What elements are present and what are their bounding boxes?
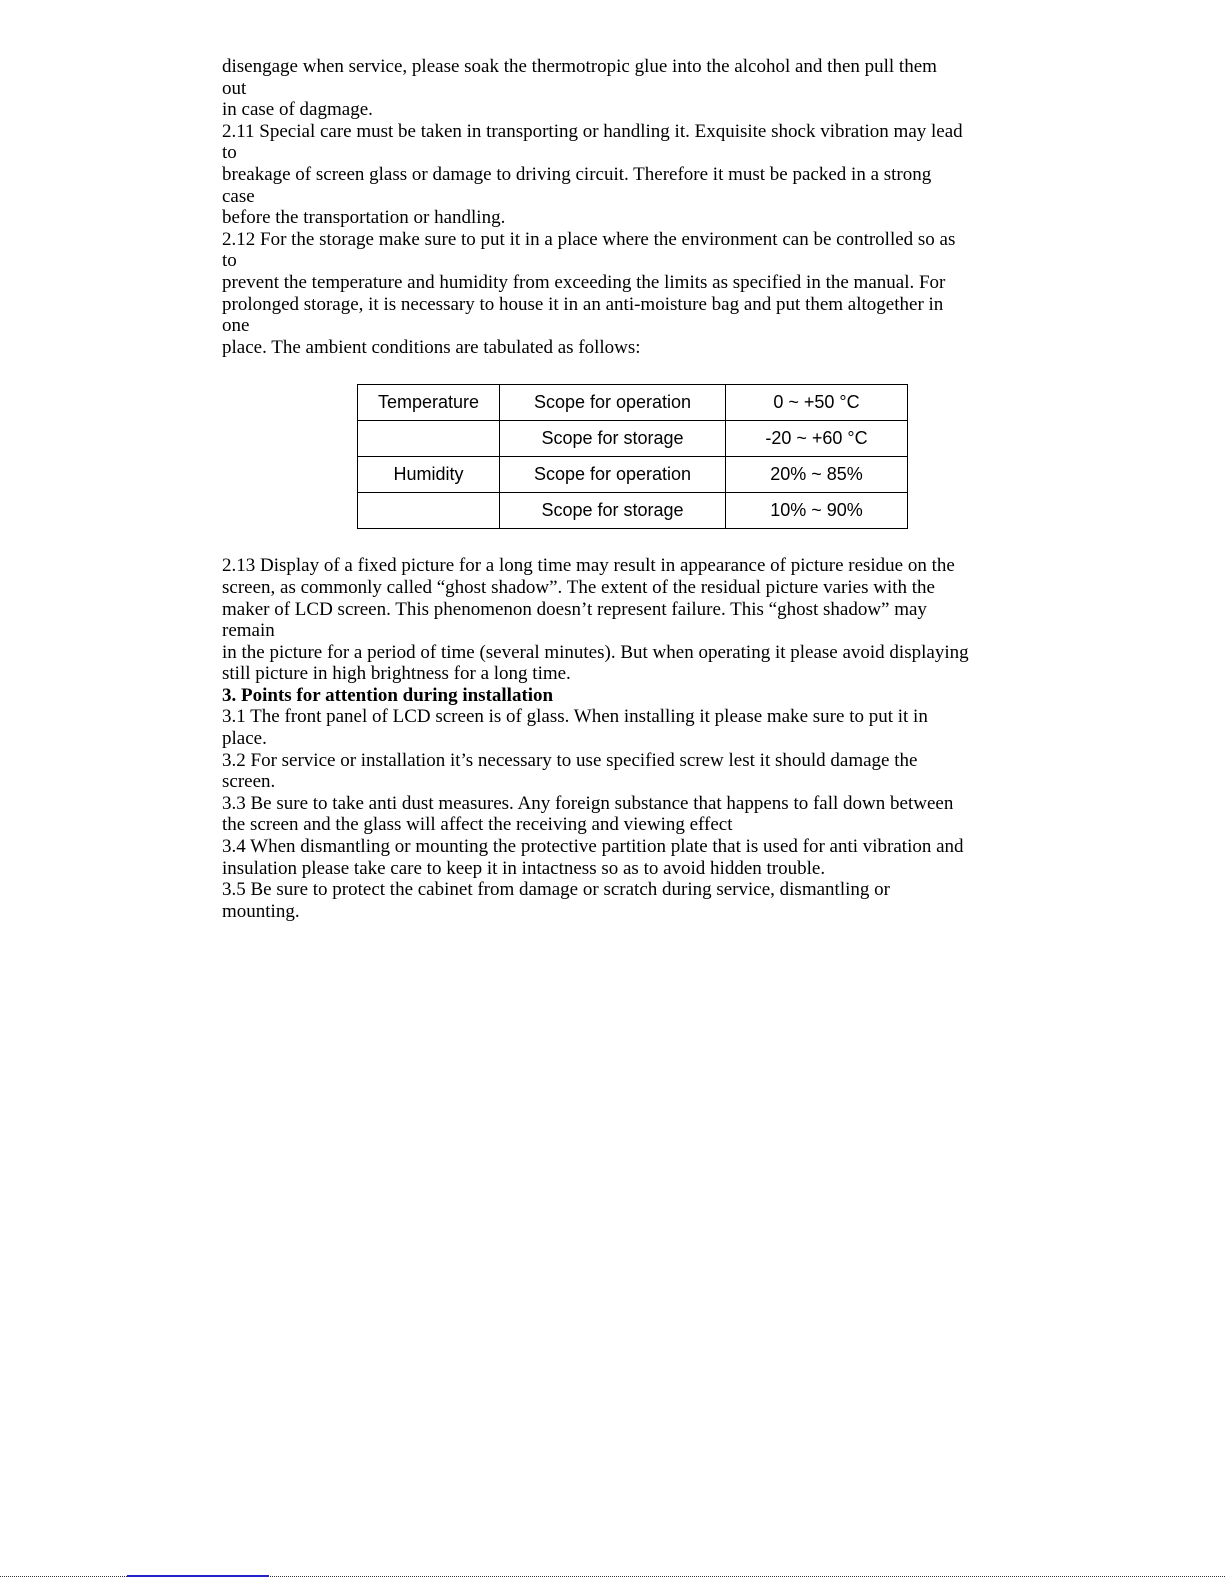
document-page (222, 56, 1072, 922)
text-line: the screen and the glass will affect the receiving and viewing effect (222, 814, 733, 836)
table-row (358, 421, 908, 457)
text-line: in the picture for a period of time (several minutes). But when operating it please avoid displaying (222, 641, 969, 663)
text-line: to (222, 250, 237, 272)
scope-cell: Scope for storage (500, 421, 726, 457)
text-line: 3.1 The front panel of LCD screen is of glass. When installing it please make sure to put it in (222, 706, 928, 728)
scope-cell: Scope for operation (500, 457, 726, 493)
text-block-before-table (222, 56, 1072, 358)
text-line: to (222, 142, 237, 164)
text-line: 2.11 Special care must be taken in transporting or handling it. Exquisite shock vibration may lead (222, 120, 963, 142)
range-cell: 0 ~ +50 °C (726, 385, 908, 421)
text-line: 2.12 For the storage make sure to put it in a place where the environment can be controlled so as (222, 228, 956, 250)
ambient-conditions-table-wrapper (357, 384, 1072, 529)
range-cell: 10% ~ 90% (726, 493, 908, 529)
text-line: breakage of screen glass or damage to driving circuit. Therefore it must be packed in a strong (222, 163, 932, 185)
text-line: still picture in high brightness for a long time. (222, 663, 571, 685)
text-line: 3.5 Be sure to protect the cabinet from damage or scratch during service, dismantling or (222, 879, 890, 901)
scope-cell: Scope for operation (500, 385, 726, 421)
text-line: screen, as commonly called “ghost shadow”. The extent of the residual picture varies with the (222, 576, 935, 598)
scope-cell: Scope for storage (500, 493, 726, 529)
text-line: 3.4 When dismantling or mounting the protective partition plate that is used for anti vibration and (222, 836, 964, 858)
ambient-conditions-table (357, 384, 908, 529)
table-row (358, 493, 908, 529)
text-line: maker of LCD screen. This phenomenon doesn’t represent failure. This “ghost shadow” may (222, 598, 927, 620)
text-line: one (222, 315, 250, 337)
category-cell: Temperature (358, 385, 500, 421)
text-line: disengage when service, please soak the thermotropic glue into the alcohol and then pull them (222, 56, 937, 77)
table-row (358, 385, 908, 421)
text-line: before the transportation or handling. (222, 207, 506, 229)
text-line: 3.2 For service or installation it’s necessary to use specified screw lest it should damage the (222, 749, 918, 771)
section-heading: 3. Points for attention during installation (222, 684, 554, 706)
text-line: prevent the temperature and humidity from exceeding the limits as specified in the manual. For (222, 271, 946, 293)
text-line: insulation please take care to keep it in intactness so as to avoid hidden trouble. (222, 857, 826, 879)
text-line: 3.3 Be sure to take anti dust measures. Any foreign substance that happens to fall down between (222, 792, 954, 814)
table-row (358, 457, 908, 493)
text-line: prolonged storage, it is necessary to house it in an anti-moisture bag and put them altogether in (222, 293, 944, 315)
text-line: in case of dagmage. (222, 99, 373, 121)
category-cell (358, 493, 500, 529)
text-line: 2.13 Display of a fixed picture for a long time may result in appearance of picture residue on the (222, 555, 955, 577)
range-cell: -20 ~ +60 °C (726, 421, 908, 457)
text-line: screen. (222, 771, 276, 793)
text-line: place. (222, 728, 267, 750)
text-line: remain (222, 620, 275, 642)
text-block-after-table (222, 555, 1072, 922)
text-line: mounting. (222, 900, 300, 922)
category-cell (358, 421, 500, 457)
text-line: out (222, 77, 247, 99)
text-line: place. The ambient conditions are tabulated as follows: (222, 336, 641, 358)
category-cell: Humidity (358, 457, 500, 493)
range-cell: 20% ~ 85% (726, 457, 908, 493)
text-line: case (222, 185, 255, 207)
footer-link-underline (127, 1575, 269, 1577)
